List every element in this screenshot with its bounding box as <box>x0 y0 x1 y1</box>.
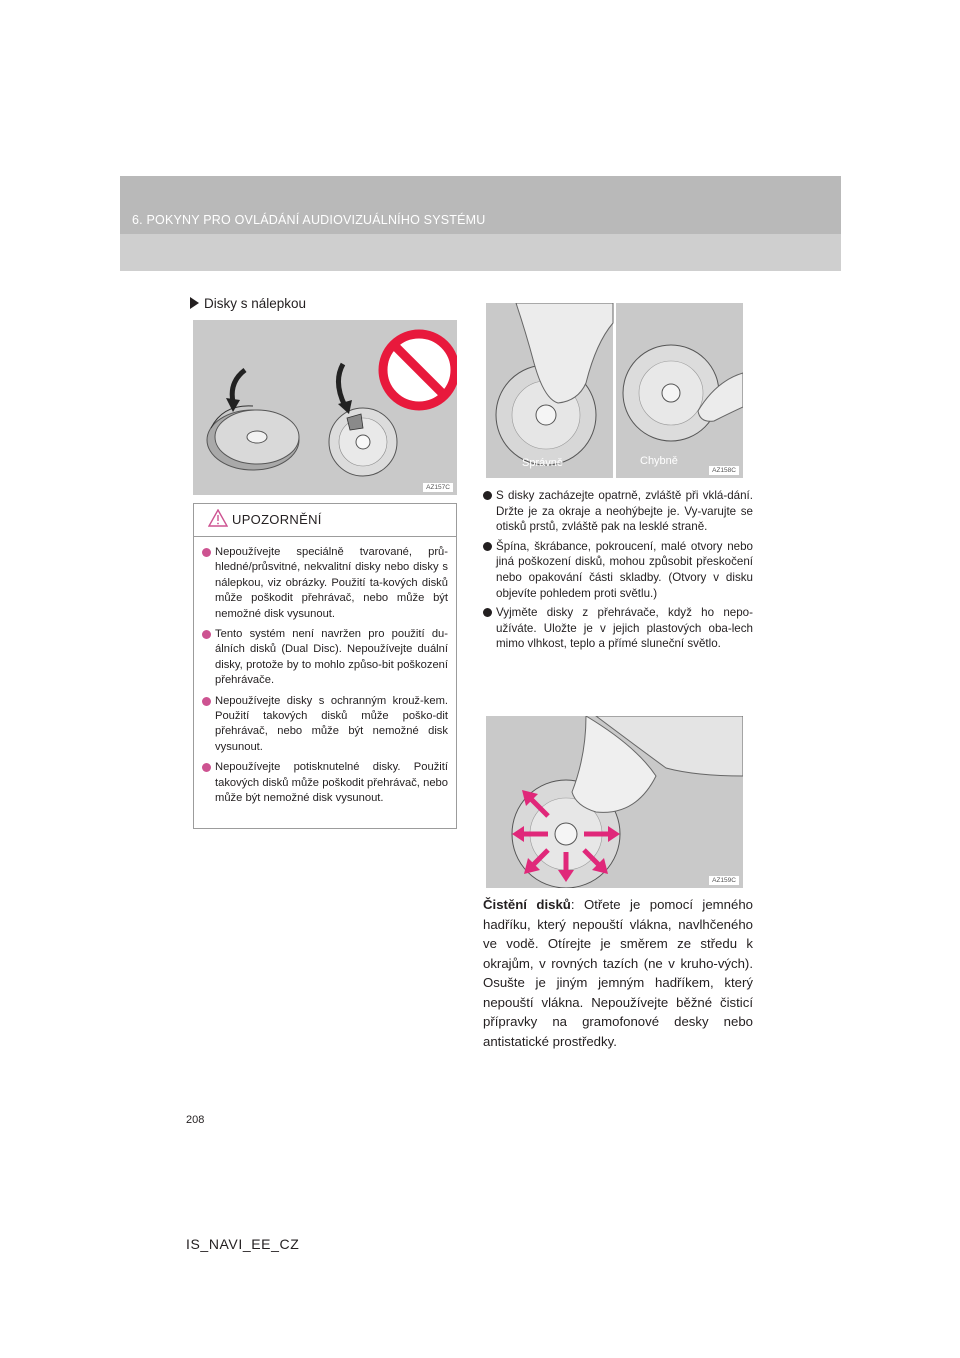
caption-correct: Správně <box>522 457 563 469</box>
triangle-bullet-icon <box>190 297 199 309</box>
caution-item: Nepoužívejte potisknutelné disky. Použití takových disků může poškodit přehrávač, nebo může být nemožné disk vysunout. <box>202 760 448 806</box>
caption-wrong: Chybně <box>640 455 678 467</box>
bullet-icon <box>483 491 492 500</box>
figure-code: AZ158C <box>709 466 739 475</box>
cleaning-label: Čistění disků <box>483 897 571 912</box>
header-band <box>120 176 841 271</box>
caution-item: Nepoužívejte speciálně tvarované, prů-hledné/průsvitné, nekvalitní disky nebo disky s nálepkou, viz obrázky. Použití ta-kových disků může poškodit přehrávač, nebo může být nemožné disk vysunout. <box>202 545 448 622</box>
header-stripe <box>120 234 841 271</box>
handling-figure <box>486 303 743 478</box>
section-heading-text: Disky s nálepkou <box>204 296 307 311</box>
bullet-icon <box>483 608 492 617</box>
bullet-icon <box>202 630 211 639</box>
caution-title: UPOZORNĚNÍ <box>232 512 322 527</box>
page-number: 208 <box>186 1114 205 1126</box>
figure-code: AZ157C <box>423 483 453 492</box>
caution-box <box>193 503 457 829</box>
sticker-discs-figure <box>193 320 457 495</box>
section-heading <box>190 296 306 311</box>
prohibited-icon <box>383 334 455 406</box>
cleaning-illustration <box>486 716 743 888</box>
bullet-icon <box>483 542 492 551</box>
footer-code: IS_NAVI_EE_CZ <box>186 1236 300 1252</box>
list-item: Vyjměte disky z přehrávače, když ho nepo-užíváte. Uložte je v jejich plastových oba-lech mimo vlhkost, teplo a přímé sluneční světlo. <box>483 605 753 652</box>
caution-header <box>194 504 456 537</box>
section-title: 6. POKYNY PRO OVLÁDÁNÍ AUDIOVIZUÁLNÍHO SYSTÉMU <box>132 213 486 227</box>
list-item: S disky zacházejte opatrně, zvláště při vklá-dání. Držte je za okraje a neohýbejte je. Vy-varujte se otisků prstů, zvláště pak na lesklé straně. <box>483 488 753 535</box>
cleaning-paragraph <box>483 895 753 1051</box>
sticker-discs-illustration <box>193 320 457 495</box>
cleaning-text: : Otřete je pomocí jemného hadříku, který nepouští vlákna, navlhčeného ve vodě. Otírejte je směrem ze středu k okrajům, v rovných tazích (ne v kruho-vých). Osušte je jiným jemným hadříkem, který nepouští vlákna. Nepoužívejte běžné čisticí přípravky na gramofonové desky nebo antistatické prostředky. <box>483 897 754 1049</box>
list-item: Špína, škrábance, pokroucení, malé otvory nebo jiná poškození disků, mohou způsobit přeskočení nebo opakování části skladby. (Otvory v disku objevíte pohledem proti světlu.) <box>483 539 753 601</box>
handling-list <box>483 488 753 656</box>
caution-item: Nepoužívejte disky s ochranným krouž-kem. Použití takových disků může poško-dit přehrávač, nebo může být nemožné disk vysunout. <box>202 694 448 756</box>
bullet-icon <box>202 697 211 706</box>
warning-triangle-icon <box>208 509 228 527</box>
caution-list <box>194 537 456 807</box>
caution-item: Tento systém není navržen pro použití du-álních disků (Dual Disc). Nepoužívejte duální disky, protože by to mohlo způso-bit poškození přehrávače. <box>202 627 448 689</box>
bullet-icon <box>202 548 211 557</box>
figure-code: AZ159C <box>709 876 739 885</box>
bullet-icon <box>202 763 211 772</box>
handling-illustration <box>486 303 743 478</box>
cleaning-figure <box>486 716 743 888</box>
